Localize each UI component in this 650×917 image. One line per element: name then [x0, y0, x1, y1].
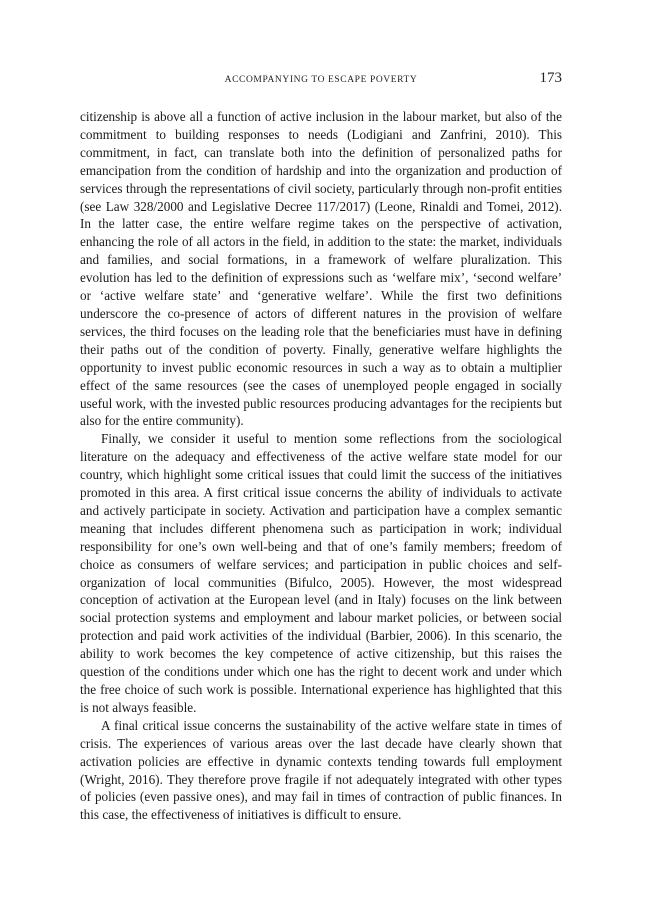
paragraph-critical-issues: Finally, we consider it useful to mention some reflections from the sociological literature on the adequacy and effectiveness of the active welfare state model for our country, which highlight some critical issues that could limit the success of the initiatives promoted in this area. A first critical issue concerns the ability of individuals to activate and actively participate in society. Activation and participation have a complex semantic meaning that includes different phenomena such as participation in work; individual responsibility for one’s own well-being and that of one’s family members; freedom of choice as consumers of welfare services; and participation in public choices and self-organization of local communities (Bifulco, 2005). However, the most widespread conception of activation at the European level (and in Italy) focuses on the link between social protection systems and employment and labour market policies, or between social protection and paid work activities of the individual (Barbier, 2006). In this scenario, the ability to work becomes the key competence of active citizenship, but this raises the question of the conditions under which one has the right to decent work and under which the free choice of such work is possible. International experience has highlighted that this is not always feasible. [80, 431, 562, 715]
paragraph-sustainability: A final critical issue concerns the sustainability of the active welfare state in times of crisis. The experiences of various areas over the last decade have clearly shown that activation policies are effective in dynamic contexts tending towards full employment (Wright, 2016). They therefore prove fragile if not adequately integrated with other types of policies (even passive ones), and may fail in times of contraction of public finances. In this case, the effectiveness of initiatives is difficult to ensure. [80, 717, 562, 823]
paragraph-continued: citizenship is above all a function of active inclusion in the labour market, but also of the commitment to building responses to needs (Lodigiani and Zanfrini, 2010). This commitment, in fact, can translate both into the definition of personalized paths for emancipation from the condition of hardship and into the organization and production of services through the representations of civil society, particularly through non-profit entities (see Law 328/2000 and Legislative Decree 117/2017) (Leone, Rinaldi and Tomei, 2012). In the latter case, the entire welfare regime takes on the perspective of activation, enhancing the role of all actors in the field, in addition to the state: the market, individuals and families, and social formations, in a framework of welfare pluralization. This evolution has led to the definition of expressions such as ‘welfare mix’, ‘second welfare’ or ‘active welfare state’ and ‘generative welfare’. While the first two definitions underscore the co-presence of actors of different natures in the provision of welfare services, the third focuses on the leading role that the beneficiaries must have in defining their paths out of the condition of poverty. Finally, generative welfare highlights the opportunity to invest public economic resources in such a way as to obtain a multiplier effect of the same resources (see the cases of unemployed people engaged in socially useful work, with the invested public resources producing advantages for the recipients but also for the entire community). [80, 109, 562, 429]
running-title: ACCOMPANYING TO ESCAPE POVERTY [224, 75, 418, 85]
page-number: 173 [539, 70, 562, 86]
running-header [80, 70, 562, 92]
body-text [80, 108, 562, 824]
